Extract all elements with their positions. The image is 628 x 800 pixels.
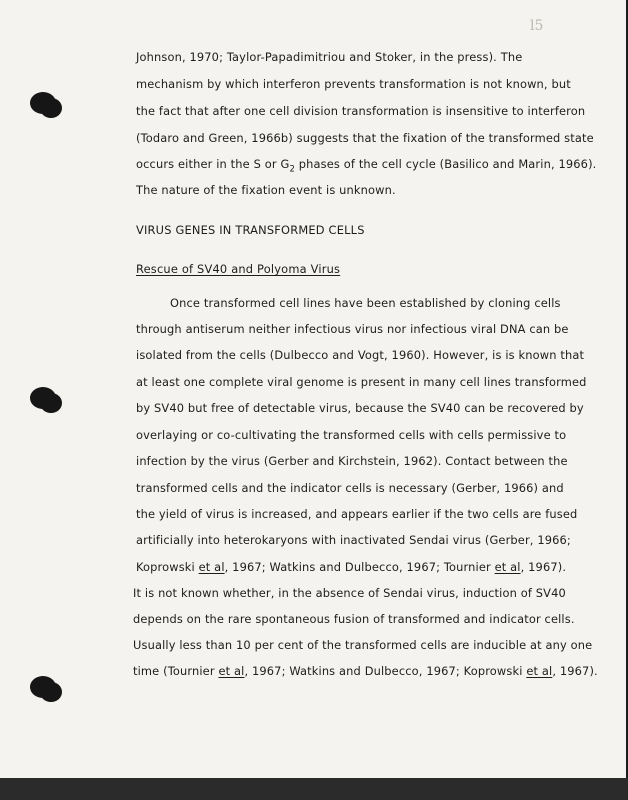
- text-line: occurs either in the S or $G_2$ phases of the cell cycle (Basilico and Marin, 1966).: [136, 157, 597, 175]
- paragraph-line: depends on the rare spontaneous fusion of transformed and indicator cells.: [133, 612, 575, 626]
- corner-mark: l5: [530, 18, 544, 34]
- paragraph-line: by SV40 but free of detectable virus, because the SV40 can be recovered by: [136, 401, 584, 415]
- punch-hole-top: [30, 92, 56, 114]
- text-line: The nature of the fixation event is unknown.: [136, 183, 396, 197]
- paragraph-line: artificially into heterokaryons with inactivated Sendai virus (Gerber, 1966;: [136, 533, 571, 547]
- subsection-heading: Rescue of SV40 and Polyoma Virus: [136, 262, 341, 276]
- paragraph-line: infection by the virus (Gerber and Kirchstein, 1962). Contact between the: [136, 454, 568, 468]
- paragraph-line: at least one complete viral genome is present in many cell lines transformed: [136, 375, 587, 389]
- section-heading: VIRUS GENES IN TRANSFORMED CELLS: [136, 223, 365, 237]
- text-line: the fact that after one cell division transformation is insensitive to interferon: [136, 104, 586, 118]
- punch-hole-bottom: [30, 676, 56, 698]
- text-line: Johnson, 1970; Taylor-Papadimitriou and Stoker, in the press). The: [136, 50, 523, 64]
- paragraph-line: isolated from the cells (Dulbecco and Vogt, 1960). However, is is known that: [136, 348, 585, 362]
- paragraph-line: transformed cells and the indicator cells is necessary (Gerber, 1966) and: [136, 481, 564, 495]
- paragraph-line: Koprowski et al, 1967; Watkins and Dulbecco, 1967; Tournier et al, 1967).: [136, 560, 567, 574]
- paragraph-line: Once transformed cell lines have been established by cloning cells: [170, 296, 561, 310]
- paragraph-line: the yield of virus is increased, and appears earlier if the two cells are fused: [136, 507, 578, 521]
- paragraph-line: time (Tournier et al, 1967; Watkins and Dulbecco, 1967; Koprowski et al, 1967).: [133, 664, 598, 678]
- text-line: (Todaro and Green, 1966b) suggests that the fixation of the transformed state: [136, 131, 594, 145]
- paragraph-line: Usually less than 10 per cent of the transformed cells are inducible at any one: [133, 638, 593, 652]
- paragraph-line: through antiserum neither infectious virus nor infectious viral DNA can be: [136, 322, 569, 336]
- text-line: mechanism by which interferon prevents transformation is not known, but: [136, 77, 571, 91]
- paragraph-line: overlaying or co-cultivating the transformed cells with cells permissive to: [136, 428, 567, 442]
- scan-bottom-edge: [0, 778, 628, 800]
- punch-hole-middle: [30, 387, 56, 409]
- paragraph-line: It is not known whether, in the absence of Sendai virus, induction of SV40: [133, 586, 566, 600]
